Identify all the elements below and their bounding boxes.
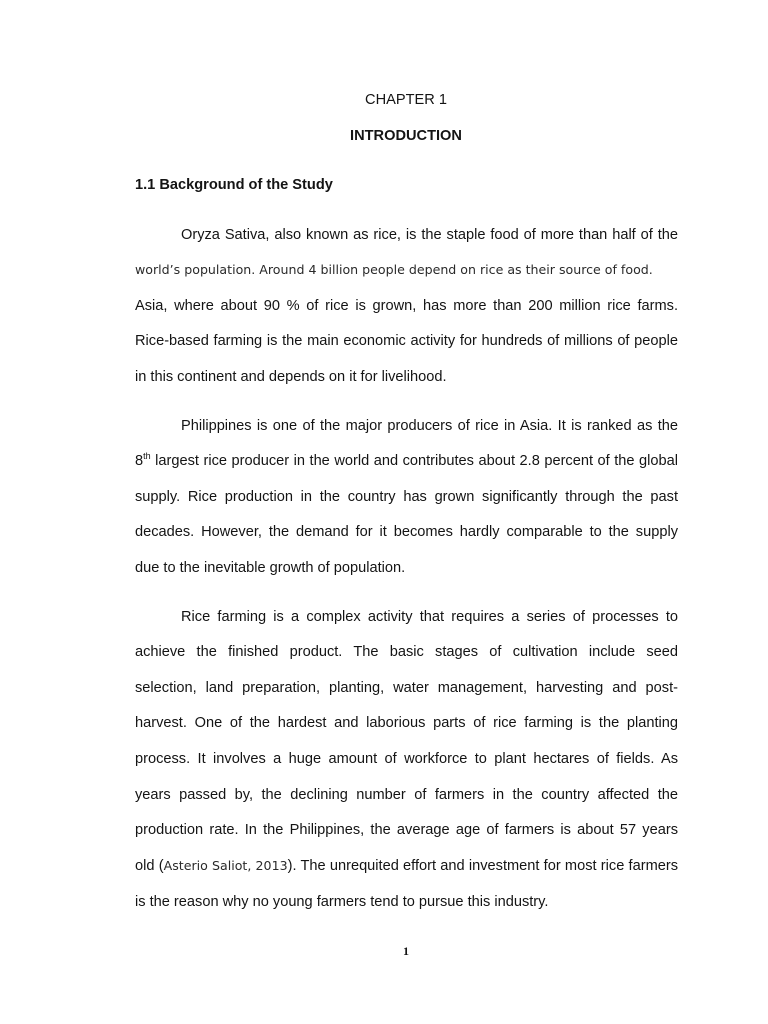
citation: Asterio Saliot, 2013 (163, 858, 288, 873)
chapter-title: INTRODUCTION (350, 128, 462, 144)
paragraph-1-line-5: in this continent and depends on it for livelihood. (135, 369, 447, 385)
paragraph-3-line-7: production rate. In the Philippines, the average age of farmers is about 57 years (135, 822, 678, 838)
paragraph-2-line-4: decades. However, the demand for it becomes hardly comparable to the supply (135, 524, 678, 540)
chapter-label: CHAPTER 1 (365, 92, 447, 108)
paragraph-3-line-6: years passed by, the declining number of farmers in the country affected the (135, 787, 678, 803)
paragraph-1-line-4: Rice-based farming is the main economic activity for hundreds of millions of people (135, 333, 678, 349)
paragraph-1-line-3: Asia, where about 90 % of rice is grown, has more than 200 million rice farms. (135, 298, 678, 314)
paragraph-3-line-4: harvest. One of the hardest and laborious parts of rice farming is the planting (135, 715, 678, 731)
paragraph-2-line-3: supply. Rice production in the country has grown significantly through the past (135, 489, 678, 505)
paragraph-3-line-5: process. It involves a huge amount of workforce to plant hectares of fields. As (135, 751, 678, 767)
paragraph-3-line-9: is the reason why no young farmers tend to pursue this industry. (135, 894, 549, 910)
paragraph-2-line-2-text: largest rice producer in the world and contributes about 2.8 percent of the global (150, 453, 678, 469)
paragraph-3-line-8-end: ). The unrequited effort and investment for most rice farmers (287, 858, 678, 874)
page-number: 1 (403, 944, 409, 958)
paragraph-3-line-8 (135, 857, 678, 875)
paragraph-3-line-8-start: old ( (135, 858, 164, 874)
section-heading: 1.1 Background of the Study (135, 177, 333, 193)
paragraph-2-line-5: due to the inevitable growth of population. (135, 560, 406, 576)
paragraph-3-line-1: Rice farming is a complex activity that requires a series of processes to (181, 609, 678, 625)
paragraph-1-line-1: Oryza Sativa, also known as rice, is the staple food of more than half of the (181, 227, 678, 243)
paragraph-3-line-3: selection, land preparation, planting, water management, harvesting and post- (135, 680, 678, 696)
paragraph-1-line-2: world’s population. Around 4 billion people depend on rice as their source of food. (135, 262, 653, 277)
paragraph-2-line-2 (135, 452, 678, 470)
rank-number: 8 (135, 453, 144, 469)
paragraph-2-line-1: Philippines is one of the major producers of rice in Asia. It is ranked as the (181, 418, 678, 434)
rank-superscript: th (143, 451, 151, 462)
paragraph-3-line-2: achieve the finished product. The basic stages of cultivation include seed (135, 644, 678, 660)
